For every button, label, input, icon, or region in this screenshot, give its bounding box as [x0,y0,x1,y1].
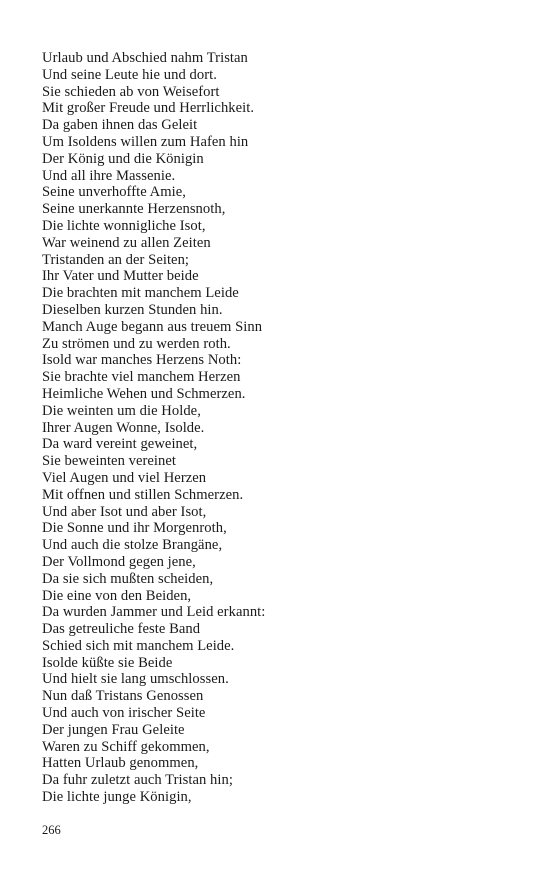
verse-line: Die lichte wonnigliche Isot, [42,217,206,234]
verse-line: Und all ihre Massenie. [42,167,176,184]
verse-line: Da wurden Jammer und Leid erkannt: [42,604,266,621]
verse-line: Isold war manches Herzens Noth: [42,352,242,369]
verse-line: Und hielt sie lang umschlossen. [42,671,229,688]
verse-line: Die Sonne und ihr Morgenroth, [42,520,227,537]
verse-line: Ihrer Augen Wonne, Isolde. [42,419,205,436]
verse-line: Und auch von irischer Seite [42,705,206,722]
verse-line: Die lichte junge Königin, [42,789,192,806]
verse-line: Sie brachte viel manchem Herzen [42,369,241,386]
verse-line: Ihr Vater und Mutter beide [42,268,199,285]
verse-line: Da ward vereint geweinet, [42,436,198,453]
verse-line: Urlaub und Abschied nahm Tristan [42,50,248,66]
verse-line: Der Vollmond gegen jene, [42,553,196,570]
verse-line: Nun daß Tristans Genossen [42,688,204,705]
verse-line: Mit großer Freude und Herrlichkeit. [42,100,255,117]
verse-line: Da sie sich mußten scheiden, [42,570,214,587]
verse-line: Und aber Isot und aber Isot, [42,503,207,520]
verse-line: Da gaben ihnen das Geleit [42,117,198,134]
verse-line: Um Isoldens willen zum Hafen hin [42,133,249,150]
verse-line: Die weinten um die Holde, [42,402,201,419]
verse-line: Dieselben kurzen Stunden hin. [42,301,223,318]
verse-line: Seine unerkannte Herzensnoth, [42,201,226,218]
verse-line: Isolde küßte sie Beide [42,654,173,671]
verse-line: Da fuhr zuletzt auch Tristan hin; [42,772,233,789]
verse-line: Der König und die Königin [42,150,204,167]
verse-line: Und seine Leute hie und dort. [42,66,217,83]
verse-line: Heimliche Wehen und Schmerzen. [42,385,246,402]
verse-line: Das getreuliche feste Band [42,621,201,638]
verse-line: War weinend zu allen Zeiten [42,234,211,251]
page-number: 266 [42,823,61,837]
verse-line: Der jungen Frau Geleite [42,721,185,738]
verse-line: Die eine von den Beiden, [42,587,192,604]
verse-line: Manch Auge begann aus treuem Sinn [42,318,263,335]
verse-line: Zu strömen und zu werden roth. [42,335,231,352]
verse-line: Sie schieden ab von Weisefort [42,83,220,100]
verse-line: Sie beweinten vereinet [42,453,177,470]
verse-line: Seine unverhoffte Amie, [42,184,186,201]
verse-line: Viel Augen und viel Herzen [42,469,207,486]
verse-line: Hatten Urlaub genommen, [42,755,199,772]
verse-line: Waren zu Schiff gekommen, [42,738,210,755]
verse-line: Tristanden an der Seiten; [42,251,190,268]
verse-line: Und auch die stolze Brangäne, [42,537,223,554]
verse-line: Mit offnen und stillen Schmerzen. [42,486,244,503]
verse-text [42,50,265,806]
verse-line: Die brachten mit manchem Leide [42,285,239,302]
verse-line: Schied sich mit manchem Leide. [42,637,235,654]
